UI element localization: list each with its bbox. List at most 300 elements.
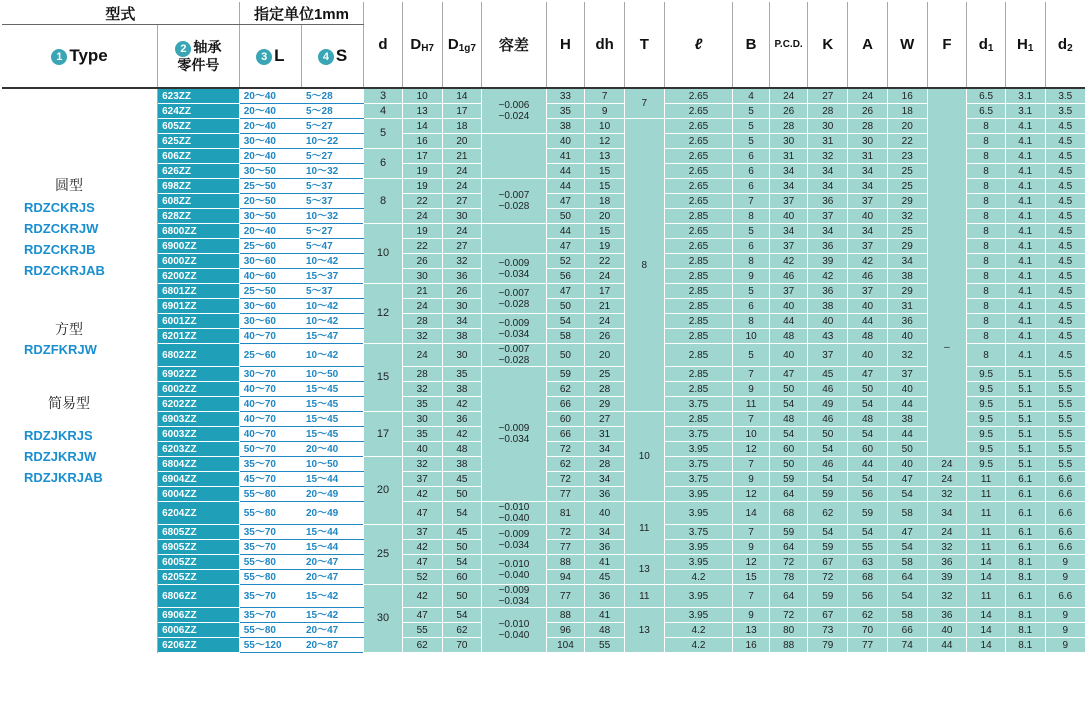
h-value: 44 xyxy=(546,179,585,194)
dg7-value: 54 xyxy=(442,555,482,570)
d1-value: 11 xyxy=(967,525,1006,540)
a-value: 34 xyxy=(848,179,888,194)
dh7-value: 42 xyxy=(402,540,442,555)
dh-value: 17 xyxy=(585,284,625,299)
pcd-value: 26 xyxy=(769,104,808,119)
bearing-part-no: 6806ZZ xyxy=(158,585,240,608)
dh-value: 29 xyxy=(585,397,625,412)
dh7-value: 19 xyxy=(402,164,442,179)
l-value: 3.95 xyxy=(664,502,733,525)
pcd-value: 54 xyxy=(769,397,808,412)
dh-value: 40 xyxy=(585,502,625,525)
w-value: 23 xyxy=(887,149,927,164)
dh-value: 15 xyxy=(585,164,625,179)
h-value: 77 xyxy=(546,585,585,608)
s-range: 5～27 xyxy=(301,224,363,239)
l-range: 30～40 xyxy=(239,134,301,149)
d1-value: 9.5 xyxy=(967,442,1006,457)
d2-value: 5.5 xyxy=(1045,457,1085,472)
d1-value: 11 xyxy=(967,502,1006,525)
simple-type-en-2: RDZJKRJW xyxy=(24,449,97,464)
dg7-value: 27 xyxy=(442,194,482,209)
h-value: 62 xyxy=(546,382,585,397)
tol-upper: −0.007 xyxy=(498,190,530,201)
k-value: 43 xyxy=(808,329,848,344)
table-body xyxy=(2,88,1085,653)
bearing-part-no: 606ZZ xyxy=(158,149,240,164)
a-value: 60 xyxy=(848,442,888,457)
tol-lower: −0.024 xyxy=(498,111,530,122)
dh7-value: 24 xyxy=(402,344,442,367)
dh-value: 45 xyxy=(585,570,625,585)
a-value: 55 xyxy=(848,540,888,555)
h1-value: 8.1 xyxy=(1005,608,1045,623)
d1-value: 14 xyxy=(967,570,1006,585)
dg7-value: 26 xyxy=(442,284,482,299)
d2-value: 3.5 xyxy=(1045,104,1085,119)
b-value: 9 xyxy=(733,608,769,623)
dg7-value: 14 xyxy=(442,88,482,104)
w-value: 25 xyxy=(887,224,927,239)
l-value: 4.2 xyxy=(664,638,733,653)
dh-value: 55 xyxy=(585,638,625,653)
h1-value: 4.1 xyxy=(1005,284,1045,299)
pcd-value: 72 xyxy=(769,608,808,623)
h-value: 54 xyxy=(546,314,585,329)
k-value: 39 xyxy=(808,254,848,269)
bearing-part-no: 625ZZ xyxy=(158,134,240,149)
dg7-value: 70 xyxy=(442,638,482,653)
d2-value: 5.5 xyxy=(1045,382,1085,397)
b-value: 12 xyxy=(733,555,769,570)
pcd-value: 37 xyxy=(769,284,808,299)
bearing-part-no: 6003ZZ xyxy=(158,427,240,442)
pcd-value: 42 xyxy=(769,254,808,269)
square-type-block xyxy=(2,319,146,360)
d2-value: 9 xyxy=(1045,608,1085,623)
w-value: 34 xyxy=(887,254,927,269)
pcd-value: 40 xyxy=(769,344,808,367)
dh-value: 36 xyxy=(585,585,625,608)
dh-value: 31 xyxy=(585,427,625,442)
dh7-value: 14 xyxy=(402,119,442,134)
a-value: 40 xyxy=(848,344,888,367)
dh-value: 24 xyxy=(585,269,625,284)
k-value: 28 xyxy=(808,104,848,119)
bearing-part-no: 6900ZZ xyxy=(158,239,240,254)
l-value: 2.85 xyxy=(664,269,733,284)
bearing-part-no: 608ZZ xyxy=(158,194,240,209)
tolerance-value xyxy=(482,608,546,653)
pcd-value: 50 xyxy=(769,382,808,397)
w-value: 40 xyxy=(887,457,927,472)
d2-value: 6.6 xyxy=(1045,585,1085,608)
dg7-value: 30 xyxy=(442,344,482,367)
f-value: 40 xyxy=(927,623,967,638)
b-value: 11 xyxy=(733,397,769,412)
s-range: 15～44 xyxy=(301,540,363,555)
dh7-value: 16 xyxy=(402,134,442,149)
l-value: 2.65 xyxy=(664,179,733,194)
w-value: 29 xyxy=(887,284,927,299)
h-value: 77 xyxy=(546,487,585,502)
dg7-value: 36 xyxy=(442,412,482,427)
l-value: 3.75 xyxy=(664,397,733,412)
f-value: 36 xyxy=(927,608,967,623)
w-value: 25 xyxy=(887,179,927,194)
s-range: 15～45 xyxy=(301,382,363,397)
col-tolerance: 容差 xyxy=(482,2,546,88)
h1-value: 3.1 xyxy=(1005,104,1045,119)
dh7-value: 17 xyxy=(402,149,442,164)
a-value: 63 xyxy=(848,555,888,570)
d1-value: 9.5 xyxy=(967,367,1006,382)
round-type-cn: 圆型 xyxy=(55,177,83,193)
a-value: 62 xyxy=(848,608,888,623)
h1-value: 8.1 xyxy=(1005,570,1045,585)
tol-upper: −0.009 xyxy=(498,317,530,329)
d2-value: 4.5 xyxy=(1045,209,1085,224)
l-range: 25～60 xyxy=(239,344,301,367)
l-range: 55～120 xyxy=(239,638,301,653)
pcd-value: 78 xyxy=(769,570,808,585)
w-value: 54 xyxy=(887,487,927,502)
k-value: 37 xyxy=(808,344,848,367)
f-value: 34 xyxy=(927,502,967,525)
b-value: 10 xyxy=(733,427,769,442)
d1-value: 11 xyxy=(967,585,1006,608)
tolerance-value xyxy=(482,585,546,608)
dg7-value: 24 xyxy=(442,179,482,194)
k-value: 54 xyxy=(808,525,848,540)
b-value: 13 xyxy=(733,623,769,638)
a-value: 59 xyxy=(848,502,888,525)
h1-value: 4.1 xyxy=(1005,179,1045,194)
dh-value: 25 xyxy=(585,367,625,382)
d1-value: 8 xyxy=(967,284,1006,299)
h-value: 58 xyxy=(546,329,585,344)
simple-type-cn: 简易型 xyxy=(48,395,90,411)
b-value: 5 xyxy=(733,344,769,367)
col-pcd: P.C.D. xyxy=(769,2,808,88)
d2-value: 4.5 xyxy=(1045,299,1085,314)
dh-value: 36 xyxy=(585,487,625,502)
dg7-value: 50 xyxy=(442,487,482,502)
b-value: 7 xyxy=(733,194,769,209)
d1-value: 8 xyxy=(967,254,1006,269)
tolerance-value xyxy=(482,284,546,314)
col-h: H xyxy=(546,2,585,88)
pcd-value: 40 xyxy=(769,299,808,314)
d1-value: 11 xyxy=(967,487,1006,502)
dh7-value: 10 xyxy=(402,88,442,104)
d2-value: 4.5 xyxy=(1045,119,1085,134)
l-value: 2.65 xyxy=(664,239,733,254)
b-value: 5 xyxy=(733,119,769,134)
tol-lower: −0.040 xyxy=(498,569,530,581)
l-value: 3.75 xyxy=(664,457,733,472)
w-value: 58 xyxy=(887,502,927,525)
col-k: K xyxy=(808,2,848,88)
dh7-value: 47 xyxy=(402,502,442,525)
dg7-value: 48 xyxy=(442,442,482,457)
d1-value: 8 xyxy=(967,329,1006,344)
dh7-value: 30 xyxy=(402,412,442,427)
tol-upper: −0.010 xyxy=(498,502,530,513)
dg7-value: 54 xyxy=(442,502,482,525)
h-value: 88 xyxy=(546,555,585,570)
dh-value: 36 xyxy=(585,540,625,555)
round-type-en-4: RDZCKRJAB xyxy=(24,263,105,278)
l-range: 40～70 xyxy=(239,397,301,412)
l-value: 2.65 xyxy=(664,134,733,149)
h-value: 94 xyxy=(546,570,585,585)
l-range: 40～70 xyxy=(239,427,301,442)
dh-value: 21 xyxy=(585,299,625,314)
dh7-value: 37 xyxy=(402,525,442,540)
pcd-value: 31 xyxy=(769,149,808,164)
h1-value: 6.1 xyxy=(1005,502,1045,525)
h-value: 33 xyxy=(546,88,585,104)
badge-4: 4 xyxy=(318,49,334,65)
b-value: 6 xyxy=(733,179,769,194)
table-row xyxy=(2,134,1085,149)
h1-value: 4.1 xyxy=(1005,314,1045,329)
pcd-value: 28 xyxy=(769,119,808,134)
h-value: 52 xyxy=(546,254,585,269)
w-value: 16 xyxy=(887,88,927,104)
d1-value: 8 xyxy=(967,149,1006,164)
d2-value: 6.6 xyxy=(1045,487,1085,502)
square-type-en-1: RDZFKRJW xyxy=(24,342,97,357)
bearing-part-no: 6802ZZ xyxy=(158,344,240,367)
l-value: 3.95 xyxy=(664,442,733,457)
w-value: 20 xyxy=(887,119,927,134)
dh7-value: 55 xyxy=(402,623,442,638)
l-range: 35～70 xyxy=(239,608,301,623)
h1-value: 5.1 xyxy=(1005,412,1045,427)
f-value: 44 xyxy=(927,638,967,653)
tol-lower: −0.028 xyxy=(498,201,530,212)
dh7-value: 19 xyxy=(402,224,442,239)
d2-value: 4.5 xyxy=(1045,254,1085,269)
d-value: 17 xyxy=(364,412,403,457)
tol-upper: −0.007 xyxy=(498,344,530,355)
d1-value: 9.5 xyxy=(967,382,1006,397)
w-value: 40 xyxy=(887,382,927,397)
dh-value: 28 xyxy=(585,382,625,397)
table-row xyxy=(2,367,1085,382)
w-value: 58 xyxy=(887,608,927,623)
round-type-block xyxy=(2,175,146,281)
w-value: 54 xyxy=(887,540,927,555)
dg7-value: 35 xyxy=(442,367,482,382)
s-range: 20～87 xyxy=(301,638,363,653)
tol-lower: −0.028 xyxy=(498,298,530,310)
dh7-value: 24 xyxy=(402,209,442,224)
table-row xyxy=(2,224,1085,239)
k-value: 73 xyxy=(808,623,848,638)
d2-value: 4.5 xyxy=(1045,284,1085,299)
col-bearing-no: 2 轴承 零件号 xyxy=(158,25,240,89)
dh-value: 9 xyxy=(585,104,625,119)
w-value: 47 xyxy=(887,472,927,487)
a-value: 28 xyxy=(848,119,888,134)
col-d1: $d_1$ xyxy=(967,2,1006,88)
bearing-part-no: 6904ZZ xyxy=(158,472,240,487)
h-value: 47 xyxy=(546,194,585,209)
t-value: 11 xyxy=(624,502,664,555)
d2-value: 6.6 xyxy=(1045,525,1085,540)
dg7-value: 27 xyxy=(442,239,482,254)
l-range: 20～40 xyxy=(239,224,301,239)
bearing-part-no: 6201ZZ xyxy=(158,329,240,344)
l-range: 55～80 xyxy=(239,555,301,570)
tolerance-value xyxy=(482,254,546,284)
pcd-value: 50 xyxy=(769,457,808,472)
s-range: 10～32 xyxy=(301,209,363,224)
h-value: 38 xyxy=(546,119,585,134)
col-dg7: $D_{1g7}$ xyxy=(442,2,482,88)
pcd-value: 46 xyxy=(769,269,808,284)
a-value: 40 xyxy=(848,209,888,224)
k-value: 62 xyxy=(808,502,848,525)
k-value: 30 xyxy=(808,119,848,134)
b-value: 4 xyxy=(733,88,769,104)
k-value: 46 xyxy=(808,457,848,472)
dh7-value: 19 xyxy=(402,179,442,194)
h1-value: 4.1 xyxy=(1005,254,1045,269)
simple-type-en-1: RDZJKRJS xyxy=(24,428,93,443)
dh-value: 26 xyxy=(585,329,625,344)
b-value: 6 xyxy=(733,299,769,314)
tol-upper: −0.009 xyxy=(498,257,530,269)
k-value: 34 xyxy=(808,179,848,194)
h-value: 40 xyxy=(546,134,585,149)
t-value: 10 xyxy=(624,412,664,502)
d-value: 15 xyxy=(364,344,403,412)
tolerance-value xyxy=(482,344,546,367)
s-range: 5～47 xyxy=(301,239,363,254)
dh7-value: 26 xyxy=(402,254,442,269)
bearing-part-no: 623ZZ xyxy=(158,88,240,104)
dh-value: 27 xyxy=(585,412,625,427)
l-range: 50～70 xyxy=(239,442,301,457)
b-value: 7 xyxy=(733,457,769,472)
tol-upper: −0.006 xyxy=(498,100,530,111)
h-value: 50 xyxy=(546,209,585,224)
dg7-value: 20 xyxy=(442,134,482,149)
l-value: 2.65 xyxy=(664,88,733,104)
col-d: d xyxy=(364,2,403,88)
l-range: 55～80 xyxy=(239,502,301,525)
dg7-value: 34 xyxy=(442,314,482,329)
bearing-part-no: 626ZZ xyxy=(158,164,240,179)
b-value: 6 xyxy=(733,164,769,179)
h-value: 59 xyxy=(546,367,585,382)
pcd-value: 59 xyxy=(769,472,808,487)
dh-value: 48 xyxy=(585,623,625,638)
d1-value: 8 xyxy=(967,164,1006,179)
d1-value: 14 xyxy=(967,638,1006,653)
h1-value: 3.1 xyxy=(1005,88,1045,104)
dg7-value: 30 xyxy=(442,209,482,224)
l-value: 2.85 xyxy=(664,344,733,367)
l-range: 25～50 xyxy=(239,179,301,194)
dh7-value: 28 xyxy=(402,314,442,329)
w-value: 50 xyxy=(887,442,927,457)
tol-lower: −0.034 xyxy=(498,328,530,340)
tol-upper: −0.009 xyxy=(498,528,530,540)
h-value: 44 xyxy=(546,164,585,179)
dh-value: 13 xyxy=(585,149,625,164)
b-value: 9 xyxy=(733,540,769,555)
pcd-value: 80 xyxy=(769,623,808,638)
d1-value: 6.5 xyxy=(967,88,1006,104)
dh7-value: 32 xyxy=(402,382,442,397)
d2-value: 4.5 xyxy=(1045,149,1085,164)
dg7-value: 38 xyxy=(442,457,482,472)
w-value: 40 xyxy=(887,329,927,344)
d1-value: 8 xyxy=(967,344,1006,367)
h1-value: 6.1 xyxy=(1005,540,1045,555)
k-value: 32 xyxy=(808,149,848,164)
h1-value: 4.1 xyxy=(1005,239,1045,254)
d2-value: 3.5 xyxy=(1045,88,1085,104)
tolerance-value xyxy=(482,224,546,254)
dh7-value: 35 xyxy=(402,397,442,412)
w-value: 44 xyxy=(887,397,927,412)
s-range: 5～28 xyxy=(301,88,363,104)
bearing-part-no: 6005ZZ xyxy=(158,555,240,570)
h1-value: 4.1 xyxy=(1005,209,1045,224)
bearing-part-no: 6000ZZ xyxy=(158,254,240,269)
k-value: 72 xyxy=(808,570,848,585)
h-value: 50 xyxy=(546,299,585,314)
col-type: 1 Type xyxy=(2,25,158,89)
dh-value: 22 xyxy=(585,254,625,269)
s-range: 5～37 xyxy=(301,179,363,194)
t-value: 13 xyxy=(624,608,664,653)
col-a: A xyxy=(848,2,888,88)
bearing-part-no: 6202ZZ xyxy=(158,397,240,412)
k-value: 34 xyxy=(808,224,848,239)
a-value: 54 xyxy=(848,397,888,412)
dg7-value: 50 xyxy=(442,540,482,555)
type-group-header: 型式 xyxy=(2,2,239,25)
badge-2: 2 xyxy=(175,41,191,57)
simple-type-en-3: RDZJKRJAB xyxy=(24,470,103,485)
dh7-value: 21 xyxy=(402,284,442,299)
tolerance-value xyxy=(482,367,546,502)
d1-value: 9.5 xyxy=(967,412,1006,427)
s-range: 10～42 xyxy=(301,299,363,314)
w-value: 58 xyxy=(887,555,927,570)
w-value: 44 xyxy=(887,427,927,442)
b-value: 12 xyxy=(733,442,769,457)
a-value: 54 xyxy=(848,525,888,540)
w-value: 22 xyxy=(887,134,927,149)
pcd-value: 48 xyxy=(769,329,808,344)
h-value: 44 xyxy=(546,224,585,239)
b-value: 7 xyxy=(733,585,769,608)
a-value: 56 xyxy=(848,585,888,608)
b-value: 8 xyxy=(733,314,769,329)
d2-value: 5.5 xyxy=(1045,442,1085,457)
dh7-value: 28 xyxy=(402,367,442,382)
unit-group-header: 指定单位1mm xyxy=(239,2,364,25)
bearing-part-no: 6804ZZ xyxy=(158,457,240,472)
